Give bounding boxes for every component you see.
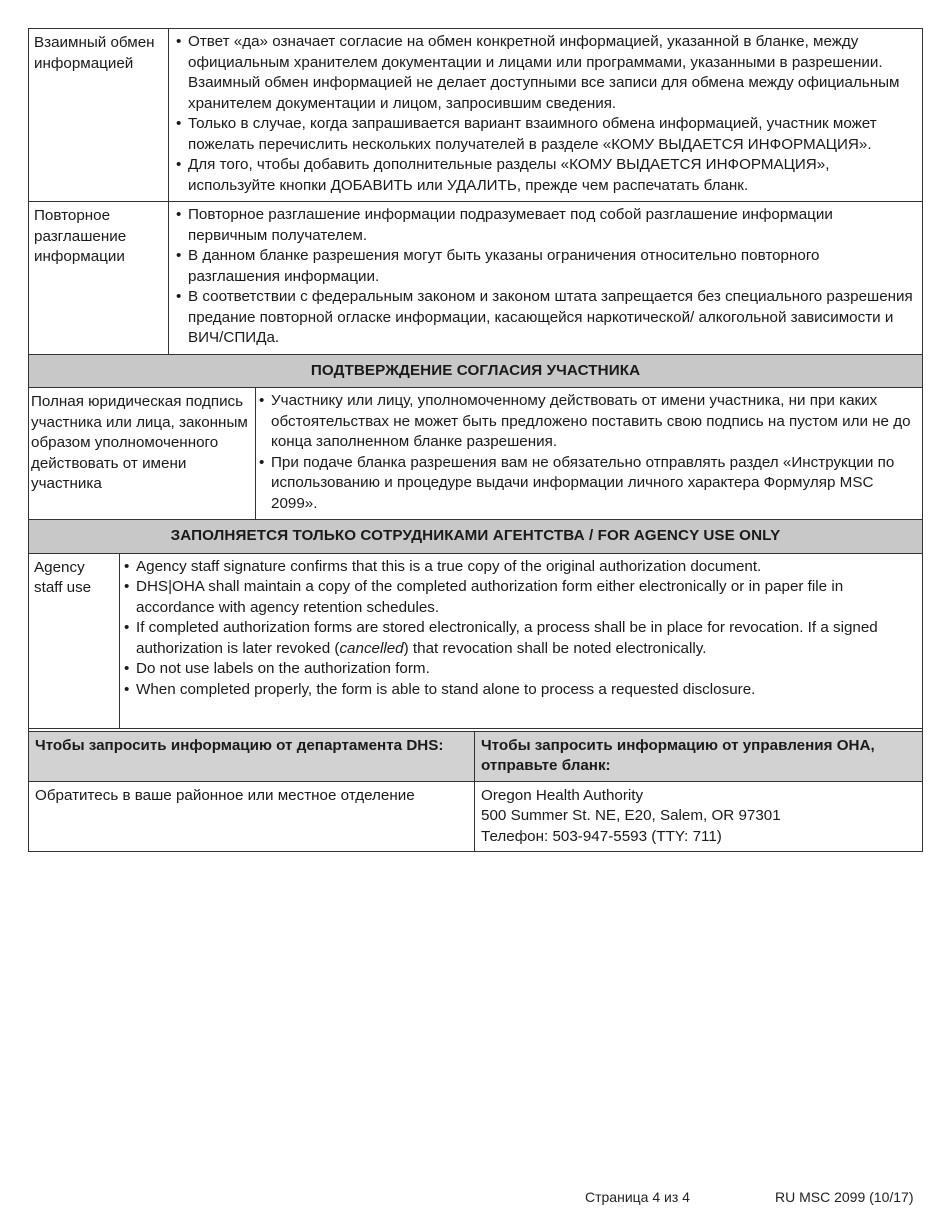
list-item: • Do not use labels on the authorization form. bbox=[124, 659, 915, 680]
list-item: • Повторное разглашение информации подразумевает под собой разглашение информации первичным получателем. bbox=[176, 205, 915, 246]
instructions-table bbox=[28, 28, 923, 852]
form-id: RU MSC 2099 (10/17) bbox=[775, 1189, 914, 1205]
list-item: • DHS|OHA shall maintain a copy of the completed authorization form either electronically or in paper file in accordance with agency retention schedules. bbox=[124, 577, 915, 618]
request-content-row bbox=[29, 781, 923, 852]
redisclosure-label: Повторное разглашение информации bbox=[29, 202, 169, 355]
agency-header-row bbox=[29, 520, 923, 554]
mutual-exchange-label: Взаимный обмен информацией bbox=[29, 29, 169, 202]
list-item: • Участнику или лицу, уполномоченному действовать от имени участника, ни при каких обстоятельствах не может быть предложено поставить свою подпись на пустом или не до конца заполненном бланке разрешения. bbox=[259, 391, 915, 453]
list-item bbox=[124, 618, 915, 659]
agency-header: ЗАПОЛНЯЕТСЯ ТОЛЬКО СОТРУДНИКАМИ АГЕНТСТВА / FOR AGENCY USE ONLY bbox=[29, 520, 923, 554]
list-item: • При подаче бланка разрешения вам не обязательно отправлять раздел «Инструкции по использованию и процедуре выдачи информации личного характера Формуляр MSC 2099». bbox=[259, 453, 915, 515]
signature-row bbox=[29, 388, 923, 520]
page-number: Страница 4 из 4 bbox=[585, 1189, 690, 1205]
mutual-exchange-row bbox=[29, 29, 923, 202]
oha-contact bbox=[475, 781, 923, 852]
oha-address: 500 Summer St. NE, E20, Salem, OR 97301 bbox=[481, 807, 781, 824]
agency-label: Agency staff use bbox=[29, 553, 120, 728]
oha-name: Oregon Health Authority bbox=[481, 786, 644, 804]
list-item: • Agency staff signature confirms that this is a true copy of the original authorization document. bbox=[124, 557, 915, 578]
list-item: • When completed properly, the form is able to stand alone to process a requested disclosure. bbox=[124, 680, 915, 701]
agency-bullet3-end: ) that revocation shall be noted electronically. bbox=[403, 639, 707, 657]
list-item: • Для того, чтобы добавить дополнительные разделы «КОМУ ВЫДАЕТСЯ ИНФОРМАЦИЯ», используйте кнопки ДОБАВИТЬ или УДАЛИТЬ, прежде чем распечатать бланк. bbox=[176, 155, 915, 196]
list-item: • В данном бланке разрешения могут быть указаны ограничения относительно повторного разглашения информации. bbox=[176, 246, 915, 287]
agency-content bbox=[120, 553, 923, 728]
request-header-row bbox=[29, 731, 923, 781]
list-item: • В соответствии с федеральным законом и законом штата запрещается без специального разрешения предание повторной огласке информации, касающейся наркотической/ алкогольной зависимости и ВИЧ/СПИДа. bbox=[176, 287, 915, 349]
document-page bbox=[28, 28, 922, 852]
oha-phone: Телефон: 503-947-5593 (TTY: 711) bbox=[481, 827, 722, 845]
dhs-request-text: Обратитесь в ваше районное или местное отделение bbox=[29, 781, 475, 852]
consent-header-row bbox=[29, 354, 923, 388]
signature-label: Полная юридическая подпись участника или лица, законным образом уполномоченного действовать от имени участника bbox=[29, 388, 256, 520]
redisclosure-content bbox=[169, 202, 923, 355]
list-item: • Только в случае, когда запрашивается вариант взаимного обмена информацией, участник может пожелать перечислить нескольких получателей в разделе «КОМУ ВЫДАЕТСЯ ИНФОРМАЦИЯ». bbox=[176, 114, 915, 155]
consent-header: ПОДТВЕРЖДЕНИЕ СОГЛАСИЯ УЧАСТНИКА bbox=[29, 354, 923, 388]
agency-row bbox=[29, 553, 923, 728]
redisclosure-row bbox=[29, 202, 923, 355]
list-item: • Ответ «да» означает согласие на обмен конкретной информацией, указанной в бланке, между официальным хранителем документации и лицами или программами, указанными в разрешении. Взаимный обмен информацией не делает доступными все записи для обмена между официальным хранителем документации и лицом, запросившим сведения. bbox=[176, 32, 915, 114]
oha-request-header: Чтобы запросить информацию от управления OHA, отправьте бланк: bbox=[475, 731, 923, 781]
mutual-exchange-content bbox=[169, 29, 923, 202]
signature-content bbox=[256, 388, 923, 520]
agency-bullet3-start: If completed authorization forms are stored electronically, a process shall be in place for revocation. If a signed authorization is later revoked ( bbox=[136, 619, 878, 657]
dhs-request-header: Чтобы запросить информацию от департамента DHS: bbox=[29, 731, 475, 781]
agency-bullet3-emphasis: cancelled bbox=[339, 639, 404, 657]
